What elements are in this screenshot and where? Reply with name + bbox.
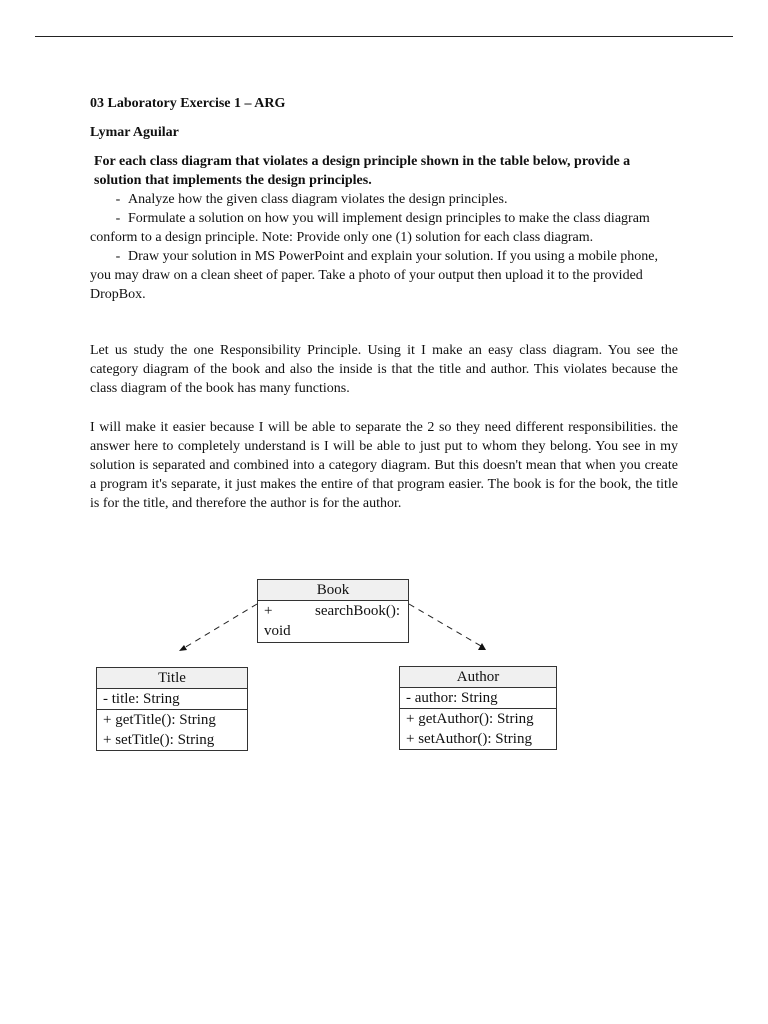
paragraph-explanation: Let us study the one Responsibility Principle. Using it I make an easy class diagram. You see the category diagram of the book and also the inside is that the title and author. This violates because the class diagram of the book has many functions. bbox=[90, 343, 678, 396]
class-attribute: - title: String bbox=[97, 689, 247, 710]
method-visibility: + bbox=[264, 603, 273, 619]
uml-class-author bbox=[399, 666, 557, 750]
bullet-marker: - bbox=[115, 249, 121, 264]
arrowhead-icon bbox=[478, 643, 486, 650]
instructions-text: For each class diagram that violates a design principle shown in the table below, provide a solution that implements the design principles. bbox=[94, 154, 631, 188]
document-heading: 03 Laboratory Exercise 1 – ARG bbox=[90, 96, 286, 111]
class-method bbox=[258, 601, 408, 621]
method-return-type: void bbox=[264, 623, 291, 639]
bullet-text: Draw your solution in MS PowerPoint and explain your solution. If you using a mobile phone, you may draw on a clean sheet of paper. Take a photo of your output then upload it to the provided DropBox. bbox=[90, 249, 659, 302]
class-name: Author bbox=[400, 667, 556, 688]
class-name: Book bbox=[258, 580, 408, 601]
uml-class-title bbox=[96, 667, 248, 751]
method-name: searchBook(): bbox=[315, 603, 400, 619]
class-method: + getTitle(): String bbox=[103, 712, 216, 728]
connector-book-author bbox=[409, 604, 481, 646]
class-name: Title bbox=[97, 668, 247, 689]
bullet-marker: - bbox=[115, 192, 121, 207]
arrowhead-icon bbox=[179, 645, 187, 651]
paragraph-solution: I will make it easier because I will be able to separate the 2 so they need different responsibilities. the answer here to completely understand is I will be able to just put to whom they belong. You see in my solution is separated and combined into a category diagram. But this doesn't mean that when you create a program it's separate, it just makes the entire of that program easier. The book is for the book, the title is for the title, and therefore the author is for the author. bbox=[90, 420, 678, 511]
class-method: + setAuthor(): String bbox=[406, 731, 532, 747]
class-method: + getAuthor(): String bbox=[406, 711, 534, 727]
bullet-text: Analyze how the given class diagram violates the design principles. bbox=[128, 192, 508, 207]
uml-class-book bbox=[257, 579, 409, 643]
class-method: + setTitle(): String bbox=[103, 732, 215, 748]
connector-book-title bbox=[184, 604, 257, 648]
class-attribute: - author: String bbox=[400, 688, 556, 709]
bullet-text: Formulate a solution on how you will implement design principles to make the class diagram conform to a design principle. Note: Provide only one (1) solution for each class diagram. bbox=[90, 211, 650, 245]
bullet-marker: - bbox=[115, 211, 121, 226]
author-name: Lymar Aguilar bbox=[90, 125, 179, 140]
